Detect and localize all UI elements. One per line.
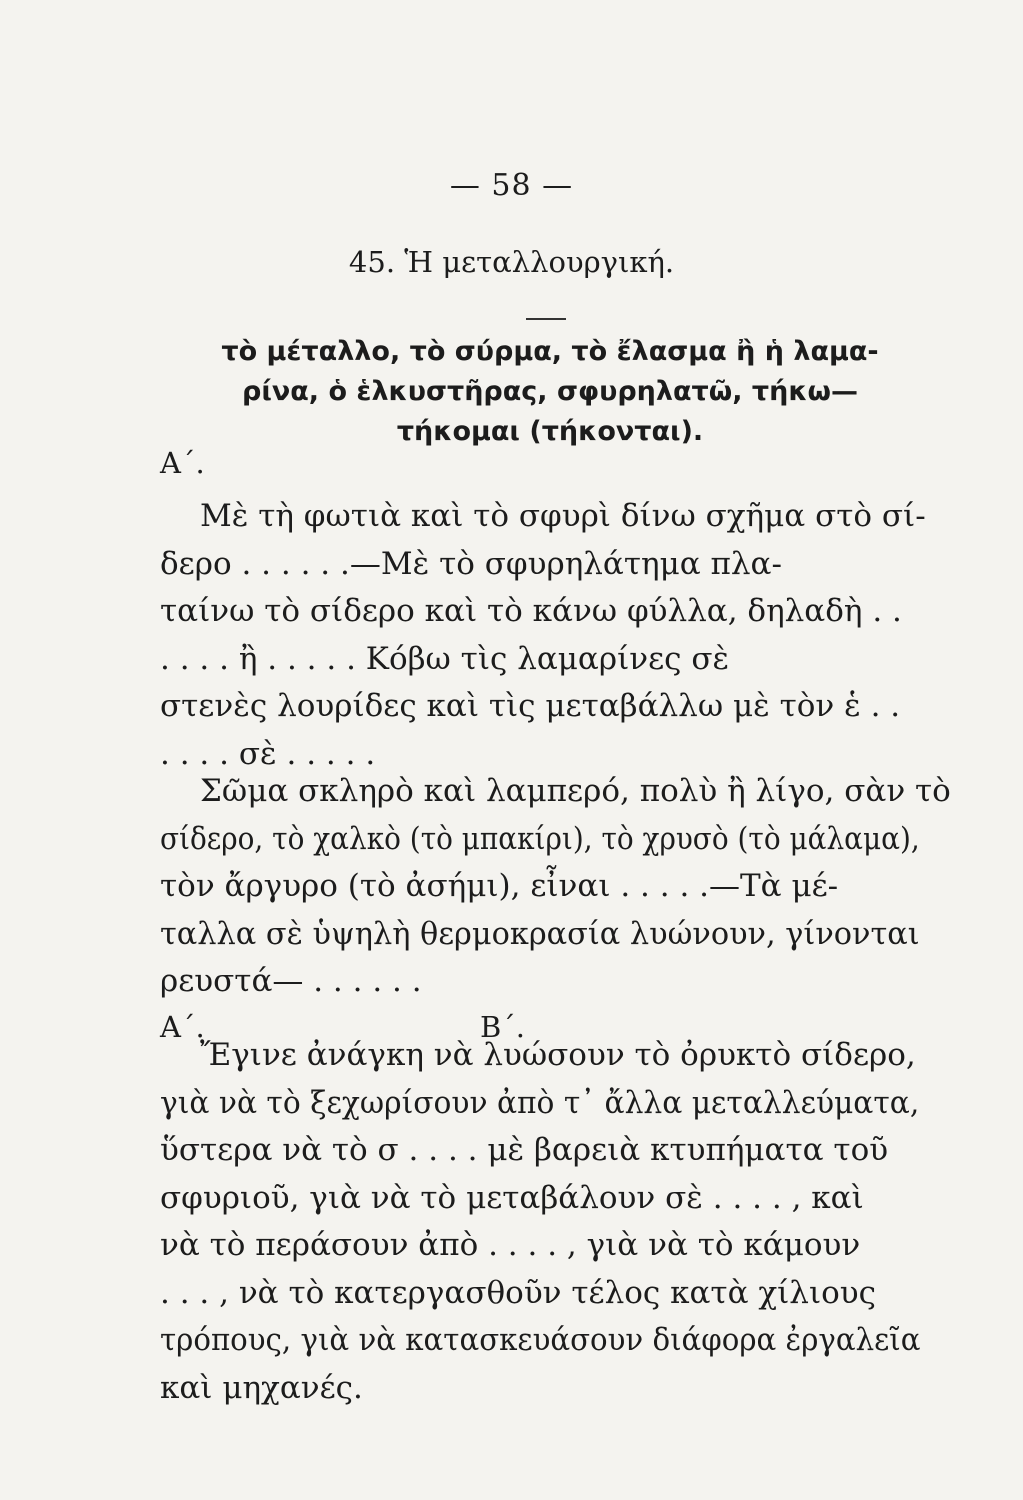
section-title: 45. Ἡ μεταλλουργική. — [348, 245, 675, 279]
text-line: ὕστερα νὰ τὸ σ . . . . μὲ βαρειὰ κτυπήματα τοῦ — [160, 1132, 889, 1168]
text-line: ρευστά— . . . . . . — [160, 963, 422, 999]
text-line: καὶ μηχανές. — [160, 1369, 363, 1406]
text-line: νὰ τὸ περάσουν ἀπὸ . . . . , γιὰ νὰ τὸ κάμουν — [160, 1227, 861, 1263]
page-number: — 58 — — [449, 168, 574, 203]
paragraph-2 — [160, 768, 951, 1006]
text-line: ταλλα σὲ ὑψηλὴ θερμοκρασία λυώνουν, γίνονται — [160, 915, 920, 952]
paragraph-1 — [160, 493, 926, 778]
text-line: . . . , νὰ τὸ κατεργασθοῦν τέλος κατὰ χίλιους — [160, 1274, 876, 1311]
vocabulary-line: τήκομαι (τήκονται). — [396, 416, 704, 447]
part-a-label: Α΄. — [160, 446, 205, 480]
text-line: σίδερο, τὸ χαλκὸ (τὸ μπακίρι), τὸ χρυσὸ (τὸ μάλαμα), — [160, 820, 920, 857]
text-line: σφυριοῦ, γιὰ νὰ τὸ μεταβάλουν σὲ . . . . , καὶ — [160, 1179, 864, 1216]
text-line: Μὲ τὴ φωτιὰ καὶ τὸ σφυρὶ δίνω σχῆμα στὸ σί- — [200, 498, 926, 534]
paragraph-3 — [160, 1032, 920, 1412]
text-line: γιὰ νὰ τὸ ξεχωρίσουν ἀπὸ τ᾽ ἄλλα μεταλλεύματα, — [160, 1084, 920, 1121]
text-line: . . . . σὲ . . . . . — [160, 735, 376, 772]
text-line: δερο . . . . . .—Μὲ τὸ σφυρηλάτημα πλα- — [160, 545, 782, 582]
text-line: Ἔγινε ἀνάγκη νὰ λυώσουν τὸ ὀρυκτὸ σίδερο, — [200, 1037, 916, 1073]
part-b-label: Β΄. — [480, 1010, 526, 1044]
text-line: Σῶμα σκληρὸ καὶ λαμπερό, πολὺ ἢ λίγο, σὰν τὸ — [200, 773, 951, 809]
text-line: . . . . ἢ . . . . . Κόβω τὶς λαμαρίνες σὲ — [160, 640, 730, 677]
part-a-label-2: Α΄. — [160, 1010, 205, 1044]
title-divider — [526, 318, 566, 320]
vocabulary-list — [200, 332, 900, 452]
text-line: τρόπους, γιὰ νὰ κατασκευάσουν διάφορα ἐργαλεῖα — [160, 1322, 921, 1358]
text-line: στενὲς λουρίδες καὶ τὶς μεταβάλλω μὲ τὸν ἑ . . — [160, 688, 901, 724]
text-line: ταίνω τὸ σίδερο καὶ τὸ κάνω φύλλα, δηλαδὴ . . — [160, 593, 902, 629]
vocabulary-line: τὸ μέταλλο, τὸ σύρμα, τὸ ἔλασμα ἢ ἡ λαμα- — [221, 336, 879, 367]
text-line: τὸν ἄργυρο (τὸ ἀσήμι), εἶναι . . . . .—Τὰ μέ- — [160, 868, 839, 904]
vocabulary-line: ρίνα, ὁ ἑλκυστῆρας, σφυρηλατῶ, τήκω— — [242, 376, 858, 407]
